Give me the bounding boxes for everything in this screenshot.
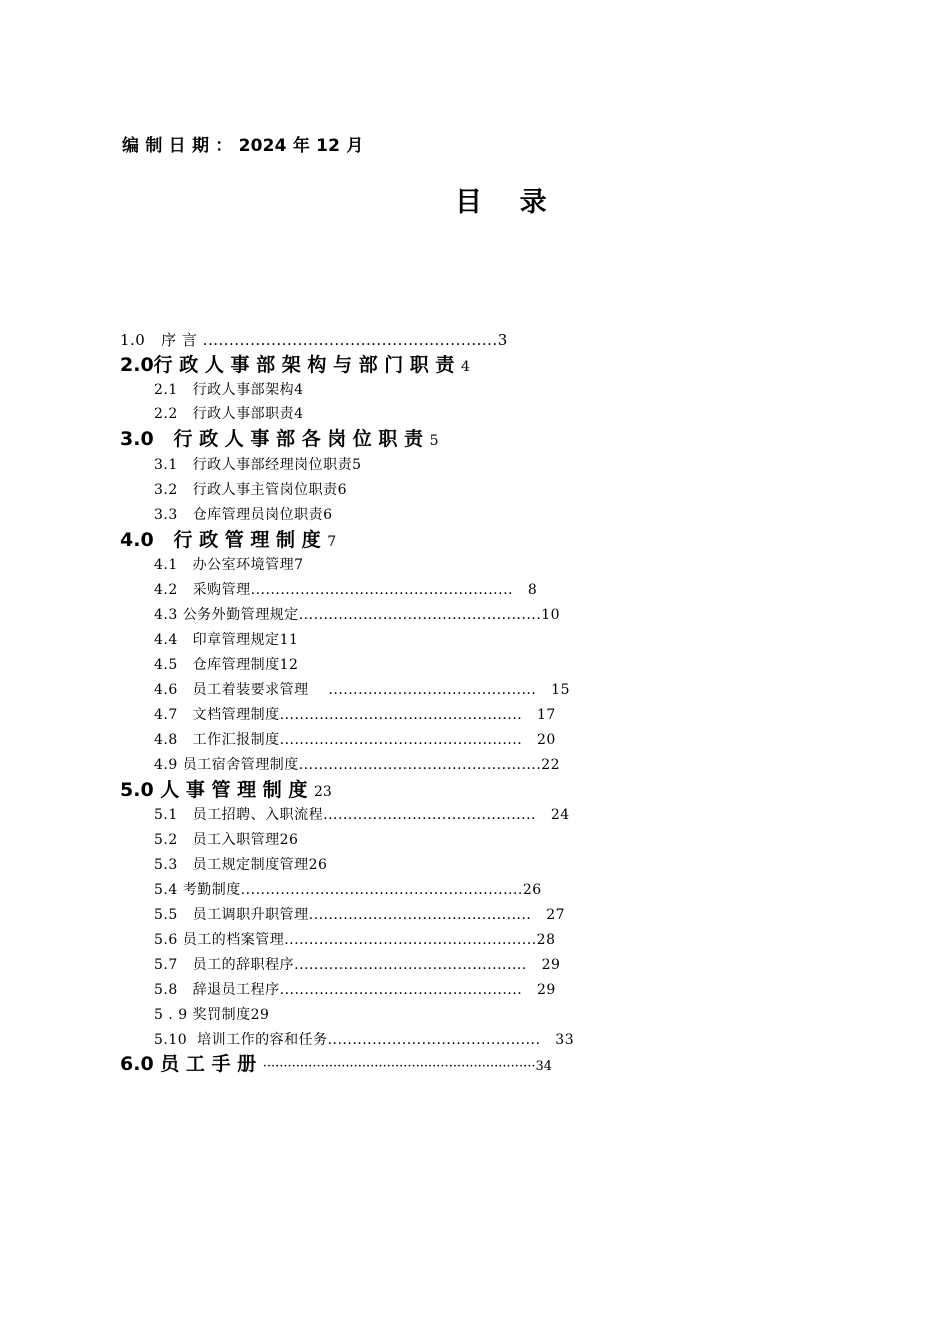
toc-entry-4-9[interactable] <box>154 758 560 772</box>
toc-entry-4-4[interactable] <box>154 633 298 647</box>
toc-entry-page: 3 <box>497 331 508 349</box>
toc-entry-4-0[interactable] <box>120 531 336 550</box>
toc-entry-3-1[interactable] <box>154 458 362 472</box>
toc-entry-4-7[interactable] <box>154 708 556 722</box>
toc-entry-text: 3.1 行政人事部经理岗位职责5 <box>154 457 362 473</box>
toc-entry-5-7[interactable] <box>154 958 560 972</box>
toc-entry-text: 5.8 辞退员工程序................................................. 29 <box>154 982 556 998</box>
toc-entry-text: 3.2 行政人事主管岗位职责6 <box>154 482 348 498</box>
toc-entry-3-2[interactable] <box>154 483 347 497</box>
toc-entry-1-0[interactable] <box>120 333 508 348</box>
toc-entry-text: 4.1 办公室环境管理7 <box>154 557 304 573</box>
toc-entry-3-0[interactable] <box>120 430 439 449</box>
toc-entry-5-5[interactable] <box>154 908 565 922</box>
toc-entry-4-5[interactable] <box>154 658 298 672</box>
toc-entry-4-2[interactable] <box>154 583 537 597</box>
toc-entry-text: 1.0 序 言 ........................................................ <box>120 331 498 349</box>
toc-entry-text: 5 . 9 奖罚制度29 <box>154 1007 270 1023</box>
toc-entry-page: 4 <box>461 359 470 375</box>
toc-entry-text: 5.2 员工入职管理26 <box>154 832 299 848</box>
toc-entry-6-0[interactable] <box>120 1055 552 1074</box>
toc-entry-2-0[interactable] <box>120 356 470 375</box>
date-line: 编 制 日 期 ： 2024 年 12 月 <box>122 136 364 156</box>
toc-entry-5-8[interactable] <box>154 983 556 997</box>
toc-entry-5-1[interactable] <box>154 808 570 822</box>
toc-entry-5-0[interactable] <box>120 781 332 800</box>
toc-entry-text: 5.10 培训工作的容和任务........................................... 33 <box>154 1032 575 1048</box>
toc-entry-text: 2.1 行政人事部架构4 <box>154 382 304 398</box>
toc-entry-text: 4.3 公务外勤管理规定.................................................10 <box>154 607 561 623</box>
toc-entry-4-6[interactable] <box>154 683 570 697</box>
toc-entry-page: ··································································34 <box>262 1059 553 1074</box>
toc-entry-3-3[interactable] <box>154 508 333 522</box>
toc-entry-text: 2.2 行政人事部职责4 <box>154 406 304 422</box>
toc-entry-text: 4.4 印章管理规定11 <box>154 632 299 648</box>
toc-entry-text: 5.7 员工的辞职程序............................................... 29 <box>154 957 561 973</box>
toc-entry-text: 5.1 员工招聘、入职流程........................................... 24 <box>154 807 570 823</box>
toc-entry-text: 5.5 员工调职升职管理............................................. 27 <box>154 907 566 923</box>
toc-entry-5-3[interactable] <box>154 858 327 872</box>
toc-entry-text: 4.0 行 政 管 理 制 度 <box>120 529 328 551</box>
toc-entry-text: 3.3 仓库管理员岗位职责6 <box>154 507 333 523</box>
toc-entry-text: 3.0 行 政 人 事 部 各 岗 位 职 责 <box>120 428 430 450</box>
toc-entry-page: 7 <box>327 534 337 550</box>
toc-entry-page: 23 <box>313 784 332 800</box>
toc-entry-text: 2.0行 政 人 事 部 架 构 与 部 门 职 责 <box>120 354 462 376</box>
toc-entry-5-10[interactable] <box>154 1033 574 1047</box>
toc-entry-2-2[interactable] <box>154 407 304 421</box>
toc-entry-5-2[interactable] <box>154 833 298 847</box>
toc-entry-text: 4.6 员工着装要求管理 .......................................... 15 <box>154 682 570 698</box>
toc-entry-5-4[interactable] <box>154 883 542 897</box>
toc-title: 目 录 <box>455 187 547 218</box>
toc-entry-4-1[interactable] <box>154 558 304 572</box>
toc-entry-text: 5.3 员工规定制度管理26 <box>154 857 328 873</box>
toc-entry-text: 6.0 员 工 手 册 <box>120 1053 263 1075</box>
toc-entry-text: 4.2 采购管理..................................................... 8 <box>154 582 538 598</box>
toc-entry-page: 5 <box>429 433 439 449</box>
toc-entry-text: 5.4 考勤制度.........................................................26 <box>154 882 542 898</box>
toc-entry-5-9[interactable] <box>154 1008 269 1022</box>
toc-entry-5-6[interactable] <box>154 933 556 947</box>
toc-entry-text: 4.7 文档管理制度................................................. 17 <box>154 707 556 723</box>
toc-entry-text: 5.6 员工的档案管理...................................................28 <box>154 932 556 948</box>
toc-entry-2-1[interactable] <box>154 383 304 397</box>
toc-entry-text: 4.5 仓库管理制度12 <box>154 657 299 673</box>
toc-entry-4-3[interactable] <box>154 608 560 622</box>
toc-entry-4-8[interactable] <box>154 733 556 747</box>
toc-entry-text: 4.9 员工宿舍管理制度.................................................22 <box>154 757 561 773</box>
toc-entry-text: 4.8 工作汇报制度................................................. 20 <box>154 732 556 748</box>
toc-entry-text: 5.0 人 事 管 理 制 度 <box>120 779 314 801</box>
